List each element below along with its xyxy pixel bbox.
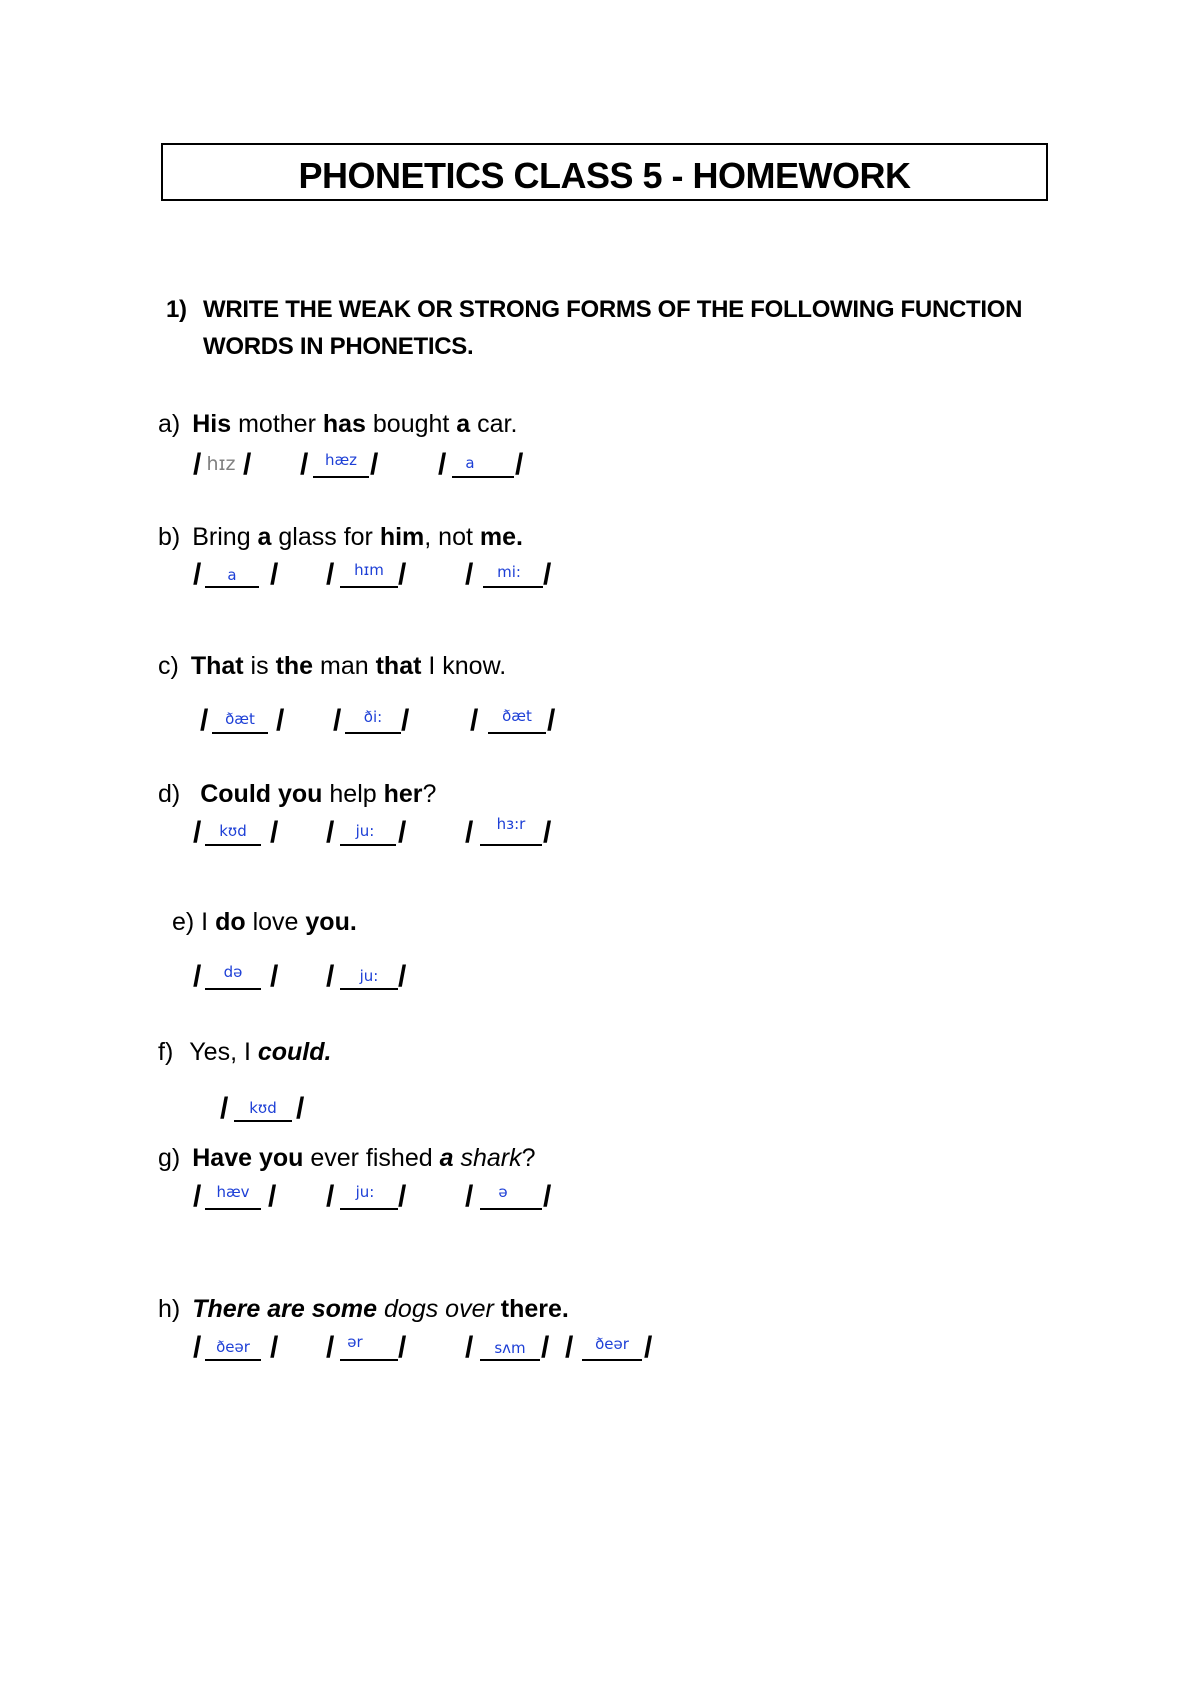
word: glass for	[271, 523, 380, 551]
word: Could you	[200, 780, 323, 808]
slash: /	[398, 1180, 407, 1213]
word: I know.	[421, 652, 507, 680]
slash: /	[543, 1180, 552, 1213]
answer-field[interactable]: ju:	[355, 1183, 375, 1201]
sentence-a	[158, 410, 517, 439]
slash: /	[465, 1180, 474, 1213]
slash: /	[193, 1331, 202, 1364]
sentence-g	[158, 1144, 536, 1173]
slash: /	[268, 1180, 277, 1213]
answer-field[interactable]: ju:	[355, 822, 375, 840]
word: Yes, I	[189, 1038, 258, 1066]
slash: /	[398, 558, 407, 591]
word: her	[383, 780, 423, 808]
word: me.	[479, 523, 523, 551]
slash: /	[543, 558, 552, 591]
slash: /	[326, 816, 335, 849]
word: him	[379, 523, 425, 551]
answer-field[interactable]: də	[223, 963, 243, 981]
answer-field[interactable]: ðæt	[225, 710, 255, 728]
item-label: e)	[172, 908, 195, 936]
word: has	[322, 410, 366, 438]
word: man	[313, 652, 376, 680]
sentence-f	[158, 1038, 331, 1067]
page-title: PHONETICS CLASS 5 - HOMEWORK	[298, 155, 911, 196]
slash: /	[547, 704, 556, 737]
answer-field[interactable]: ər	[347, 1333, 363, 1351]
slash: /	[398, 960, 407, 993]
slash: /	[333, 704, 342, 737]
word: ?	[521, 1144, 536, 1172]
slash: /	[270, 1331, 279, 1364]
word: a	[439, 1144, 454, 1172]
slash: /	[296, 1092, 305, 1125]
word: the	[275, 652, 314, 680]
answer-field[interactable]: hɜ:r	[496, 815, 526, 833]
item-label: d)	[158, 780, 181, 808]
sentence-c	[158, 652, 506, 681]
slash: /	[270, 960, 279, 993]
slash: /	[565, 1331, 574, 1364]
word: car.	[470, 410, 518, 438]
slash: /	[300, 448, 309, 481]
slash: /	[398, 1331, 407, 1364]
answer-field[interactable]: a	[465, 454, 475, 472]
sentence-b	[158, 523, 523, 552]
slash: /	[193, 448, 202, 481]
word: His	[192, 410, 232, 438]
slash: /	[370, 448, 379, 481]
word: dogs over	[377, 1295, 501, 1323]
word: a	[257, 523, 272, 551]
instruction-number: 1)	[166, 296, 187, 323]
word: Have you	[192, 1144, 304, 1172]
slash: /	[220, 1092, 229, 1125]
word: That	[190, 652, 244, 680]
instruction-line-1: WRITE THE WEAK OR STRONG FORMS OF THE FOLLOWING FUNCTION	[203, 296, 1023, 323]
answer-field[interactable]: ju:	[359, 967, 379, 985]
slash: /	[193, 960, 202, 993]
item-label: h)	[158, 1295, 181, 1323]
slash: /	[401, 704, 410, 737]
sentence-d	[158, 780, 436, 809]
slash: /	[326, 1331, 335, 1364]
slash: /	[543, 816, 552, 849]
item-label: g)	[158, 1144, 181, 1172]
sentence-h	[158, 1295, 569, 1324]
slash: /	[644, 1331, 653, 1364]
word: a	[456, 410, 471, 438]
word: you.	[305, 908, 357, 936]
item-label: c)	[158, 652, 179, 680]
title-box	[161, 143, 1048, 201]
word: do	[215, 908, 246, 936]
word: I	[194, 908, 216, 936]
slash: /	[465, 558, 474, 591]
slash: /	[326, 960, 335, 993]
slash: /	[276, 704, 285, 737]
word: bought	[365, 410, 457, 438]
answer-field[interactable]: hæz	[324, 451, 358, 469]
slash: /	[326, 1180, 335, 1213]
word: is	[243, 652, 276, 680]
word: Bring	[192, 523, 258, 551]
slash: /	[193, 816, 202, 849]
word: ever fished	[303, 1144, 440, 1172]
item-label: b)	[158, 523, 181, 551]
answer-field[interactable]: a	[227, 566, 237, 584]
word: ?	[422, 780, 437, 808]
slash: /	[515, 448, 524, 481]
slash: /	[270, 816, 279, 849]
word: shark	[453, 1144, 522, 1172]
slash: /	[438, 448, 447, 481]
word: there.	[500, 1295, 569, 1323]
item-label: a)	[158, 410, 181, 438]
answer-field[interactable]: hɪz	[206, 453, 236, 475]
word: help	[322, 780, 384, 808]
slash: /	[541, 1331, 550, 1364]
answer-field[interactable]: kʊd	[219, 822, 247, 840]
instruction-line-2: WORDS IN PHONETICS.	[203, 333, 474, 360]
answer-field[interactable]: mi:	[497, 563, 521, 581]
slash: /	[470, 704, 479, 737]
word: could.	[257, 1038, 332, 1066]
slash: /	[398, 816, 407, 849]
answer-field[interactable]: ə	[498, 1183, 508, 1201]
sentence-e	[172, 908, 357, 937]
word: mother	[231, 410, 323, 438]
answer-field[interactable]: ðæt	[502, 707, 532, 725]
slash: /	[326, 558, 335, 591]
slash: /	[465, 1331, 474, 1364]
slash: /	[193, 558, 202, 591]
word: love	[245, 908, 306, 936]
slash: /	[193, 1180, 202, 1213]
answer-field[interactable]: sʌm	[494, 1339, 526, 1357]
answer-field[interactable]: hæv	[216, 1183, 250, 1201]
answer-field[interactable]: ði:	[363, 708, 383, 726]
answer-field[interactable]: ðeər	[216, 1338, 250, 1356]
item-label: f)	[158, 1038, 174, 1066]
answer-field[interactable]: ðeər	[595, 1335, 629, 1353]
slash: /	[465, 816, 474, 849]
answer-field[interactable]: kʊd	[249, 1099, 277, 1117]
slash: /	[200, 704, 209, 737]
word: that	[375, 652, 422, 680]
answer-field[interactable]: hɪm	[354, 561, 384, 579]
slash: /	[243, 448, 252, 481]
word: , not	[424, 523, 480, 551]
word: There are some	[192, 1295, 378, 1323]
slash: /	[270, 558, 279, 591]
